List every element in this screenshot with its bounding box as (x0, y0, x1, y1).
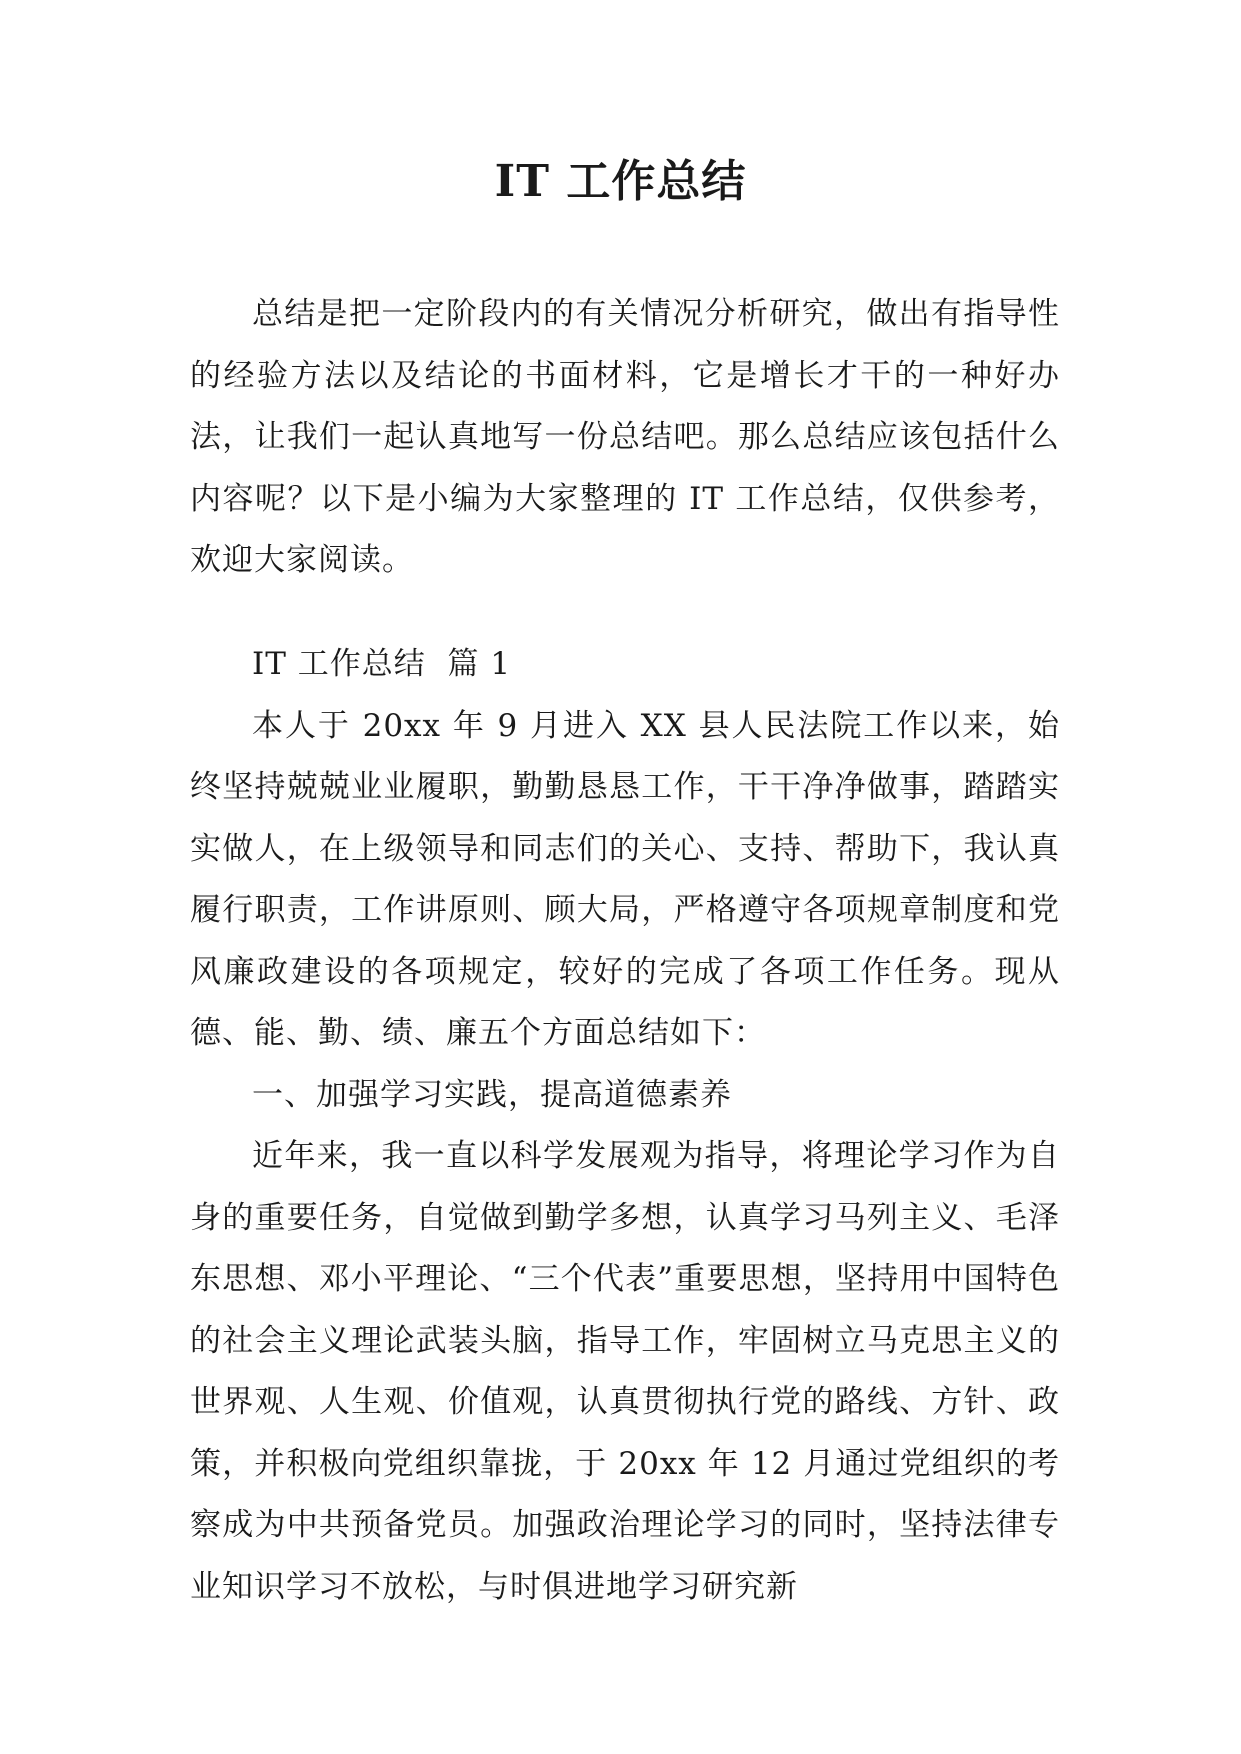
document-title: IT 工作总结 (494, 156, 747, 207)
intro-paragraph: 总结是把一定阶段内的有关情况分析研究，做出有指导性的经验方法以及结论的书面材料，它是增长才干的一种好办法，让我们一起认真地写一份总结吧。那么总结应该包括什么内容呢？以下是小编为大家整理的 IT 工作总结，仅供参考，欢迎大家阅读。 (190, 296, 1060, 578)
intro-block (190, 284, 1060, 592)
subsection-heading: 一、加强学习实践，提高道德素养 (252, 1076, 732, 1113)
body-paragraph: 本人于 20xx 年 9 月进入 XX 县人民法院工作以来，始终坚持兢兢业业履职，勤勤恳恳工作，干干净净做事，踏踏实实做人，在上级领导和同志们的关心、支持、帮助下，我认真履行职责，工作讲原则、顾大局，严格遵守各项规章制度和党风廉政建设的各项规定，较好的完成了各项工作任务。现从德、能、勤、绩、廉五个方面总结如下： (190, 707, 1060, 1051)
section-block (190, 634, 1060, 1618)
body-paragraph: 近年来，我一直以科学发展观为指导，将理论学习作为自身的重要任务，自觉做到勤学多想，认真学习马列主义、毛泽东思想、邓小平理论、“三个代表”重要思想，坚持用中国特色的社会主义理论武装头脑，指导工作，牢固树立马克思主义的世界观、人生观、价值观，认真贯彻执行党的路线、方针、政策，并积极向党组织靠拢，于 20xx 年 12 月通过党组织的考察成为中共预备党员。加强政治理论学习的同时，坚持法律专业知识学习不放松，与时俱进地学习研究新 (190, 1138, 1060, 1605)
section-heading: IT 工作总结 篇 1 (252, 646, 512, 682)
